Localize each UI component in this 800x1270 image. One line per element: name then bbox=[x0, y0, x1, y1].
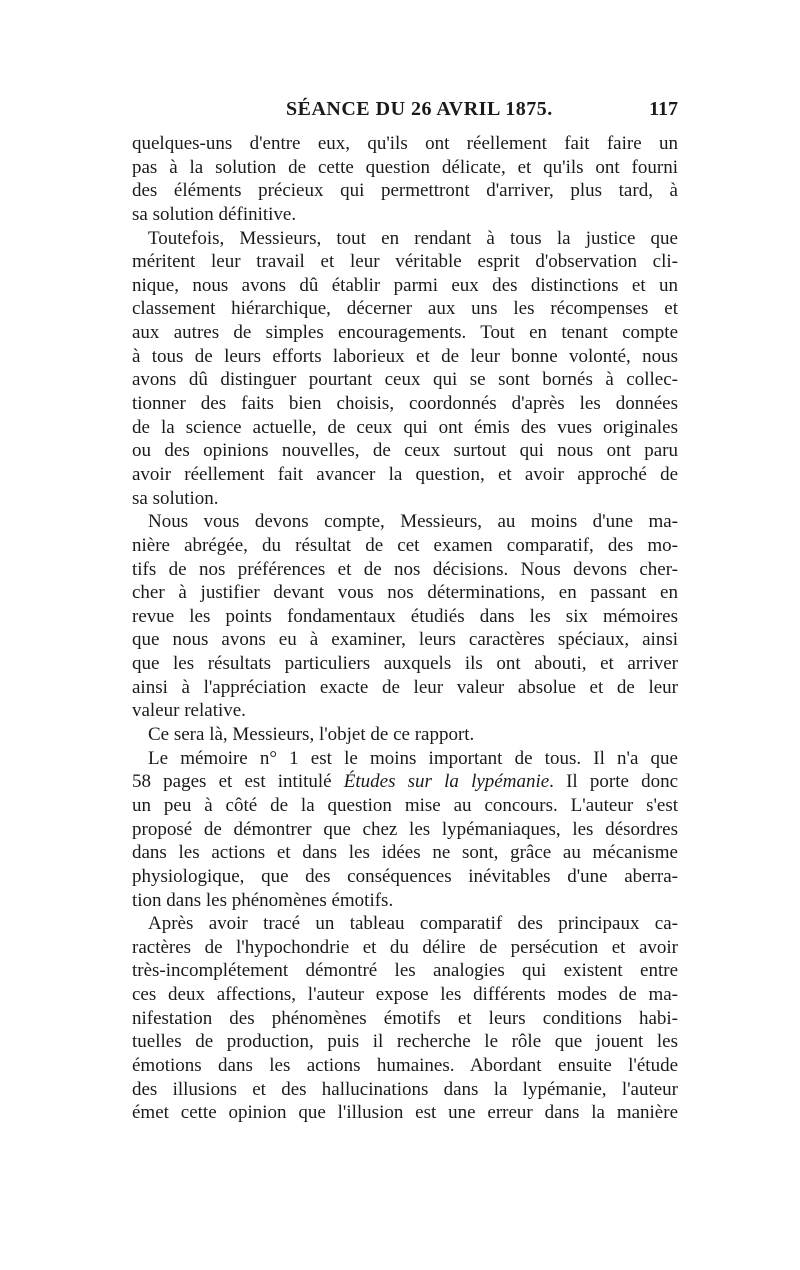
text-line: nifestation des phénomènes émotifs et leurs conditions habi- bbox=[132, 1007, 678, 1029]
text-line: Toutefois, Messieurs, tout en rendant à tous la justice que bbox=[148, 227, 678, 249]
text-line: Nous vous devons compte, Messieurs, au moins d'une ma- bbox=[148, 511, 678, 533]
text-line: tifs de nos préférences et de nos décisions. Nous devons cher- bbox=[132, 558, 678, 580]
running-header bbox=[132, 98, 678, 126]
text-line: classement hiérarchique, décerner aux uns les récompenses et bbox=[132, 298, 678, 320]
text-line: que les résultats particuliers auxquels ils ont abouti, et arriver bbox=[132, 653, 678, 675]
text-line: très-incomplétement démontré les analogies qui existent entre bbox=[132, 960, 678, 982]
text-line: nique, nous avons dû établir parmi eux des distinctions et un bbox=[132, 274, 678, 296]
text-line: tuelles de production, puis il recherche le rôle que jouent les bbox=[132, 1031, 678, 1053]
text-line: dans les actions et dans les idées ne sont, grâce au mécanisme bbox=[132, 842, 678, 864]
text-line: que nous avons eu à examiner, leurs caractères spéciaux, ainsi bbox=[132, 629, 678, 651]
text-line: tionner des faits bien choisis, coordonnés d'après les données bbox=[132, 393, 678, 415]
text-line: avons dû distinguer pourtant ceux qui se sont bornés à collec- bbox=[132, 369, 678, 391]
text-line: Le mémoire n° 1 est le moins important de tous. Il n'a que bbox=[148, 747, 678, 769]
text-line: Ce sera là, Messieurs, l'objet de ce rapport. bbox=[148, 724, 475, 746]
text-line: 58 pages et est intitulé Études sur la lypémanie. Il porte donc bbox=[132, 771, 679, 793]
text-line: aux autres de simples encouragements. Tout en tenant compte bbox=[132, 322, 678, 344]
text-line: ces deux affections, l'auteur expose les différents modes de ma- bbox=[132, 984, 678, 1006]
text-line: tion dans les phénomènes émotifs. bbox=[132, 889, 394, 911]
text-line: émotions dans les actions humaines. Abordant ensuite l'étude bbox=[132, 1054, 678, 1076]
text-line: proposé de démontrer que chez les lypémaniaques, les désordres bbox=[132, 818, 678, 840]
text-line: méritent leur travail et leur véritable esprit d'observation cli- bbox=[132, 251, 678, 273]
text-line: à tous de leurs efforts laborieux et de leur bonne volonté, nous bbox=[132, 345, 678, 367]
page-number: 117 bbox=[649, 98, 678, 120]
text-line: des éléments précieux qui permettront d'arriver, plus tard, à bbox=[132, 180, 678, 202]
text-line: ractères de l'hypochondrie et du délire de persécution et avoir bbox=[132, 936, 678, 958]
text-line: avoir réellement fait avancer la question, et avoir approché de bbox=[132, 463, 678, 485]
body-text bbox=[132, 132, 678, 1125]
text-line: valeur relative. bbox=[132, 700, 246, 722]
text-line: pas à la solution de cette question délicate, et qu'ils ont fourni bbox=[132, 156, 678, 178]
text-line: ou des opinions nouvelles, de ceux surtout qui nous ont paru bbox=[132, 440, 678, 462]
text-line: quelques-uns d'entre eux, qu'ils ont réellement fait faire un bbox=[132, 133, 678, 154]
text-line: un peu à côté de la question mise au concours. L'auteur s'est bbox=[132, 794, 678, 816]
text-line: émet cette opinion que l'illusion est une erreur dans la manière bbox=[132, 1102, 678, 1124]
text-line: cher à justifier devant vous nos déterminations, en passant en bbox=[132, 582, 678, 604]
text-line: Après avoir tracé un tableau comparatif des principaux ca- bbox=[148, 913, 678, 935]
text-line: revue les points fondamentaux étudiés dans les six mémoires bbox=[132, 605, 678, 627]
text-line: de la science actuelle, de ceux qui ont émis des vues originales bbox=[132, 416, 678, 438]
text-line: physiologique, que des conséquences inévitables d'une aberra- bbox=[132, 865, 678, 887]
italic-title: Études sur la lypémanie bbox=[343, 771, 550, 793]
text-line: ainsi à l'appréciation exacte de leur valeur absolue et de leur bbox=[132, 676, 678, 698]
text-line: nière abrégée, du résultat de cet examen comparatif, des mo- bbox=[132, 534, 678, 556]
header-title: SÉANCE DU 26 AVRIL 1875. bbox=[286, 98, 553, 120]
text-line: sa solution définitive. bbox=[132, 203, 297, 225]
text-line: sa solution. bbox=[132, 487, 219, 509]
text-line: des illusions et des hallucinations dans la lypémanie, l'auteur bbox=[132, 1078, 678, 1100]
